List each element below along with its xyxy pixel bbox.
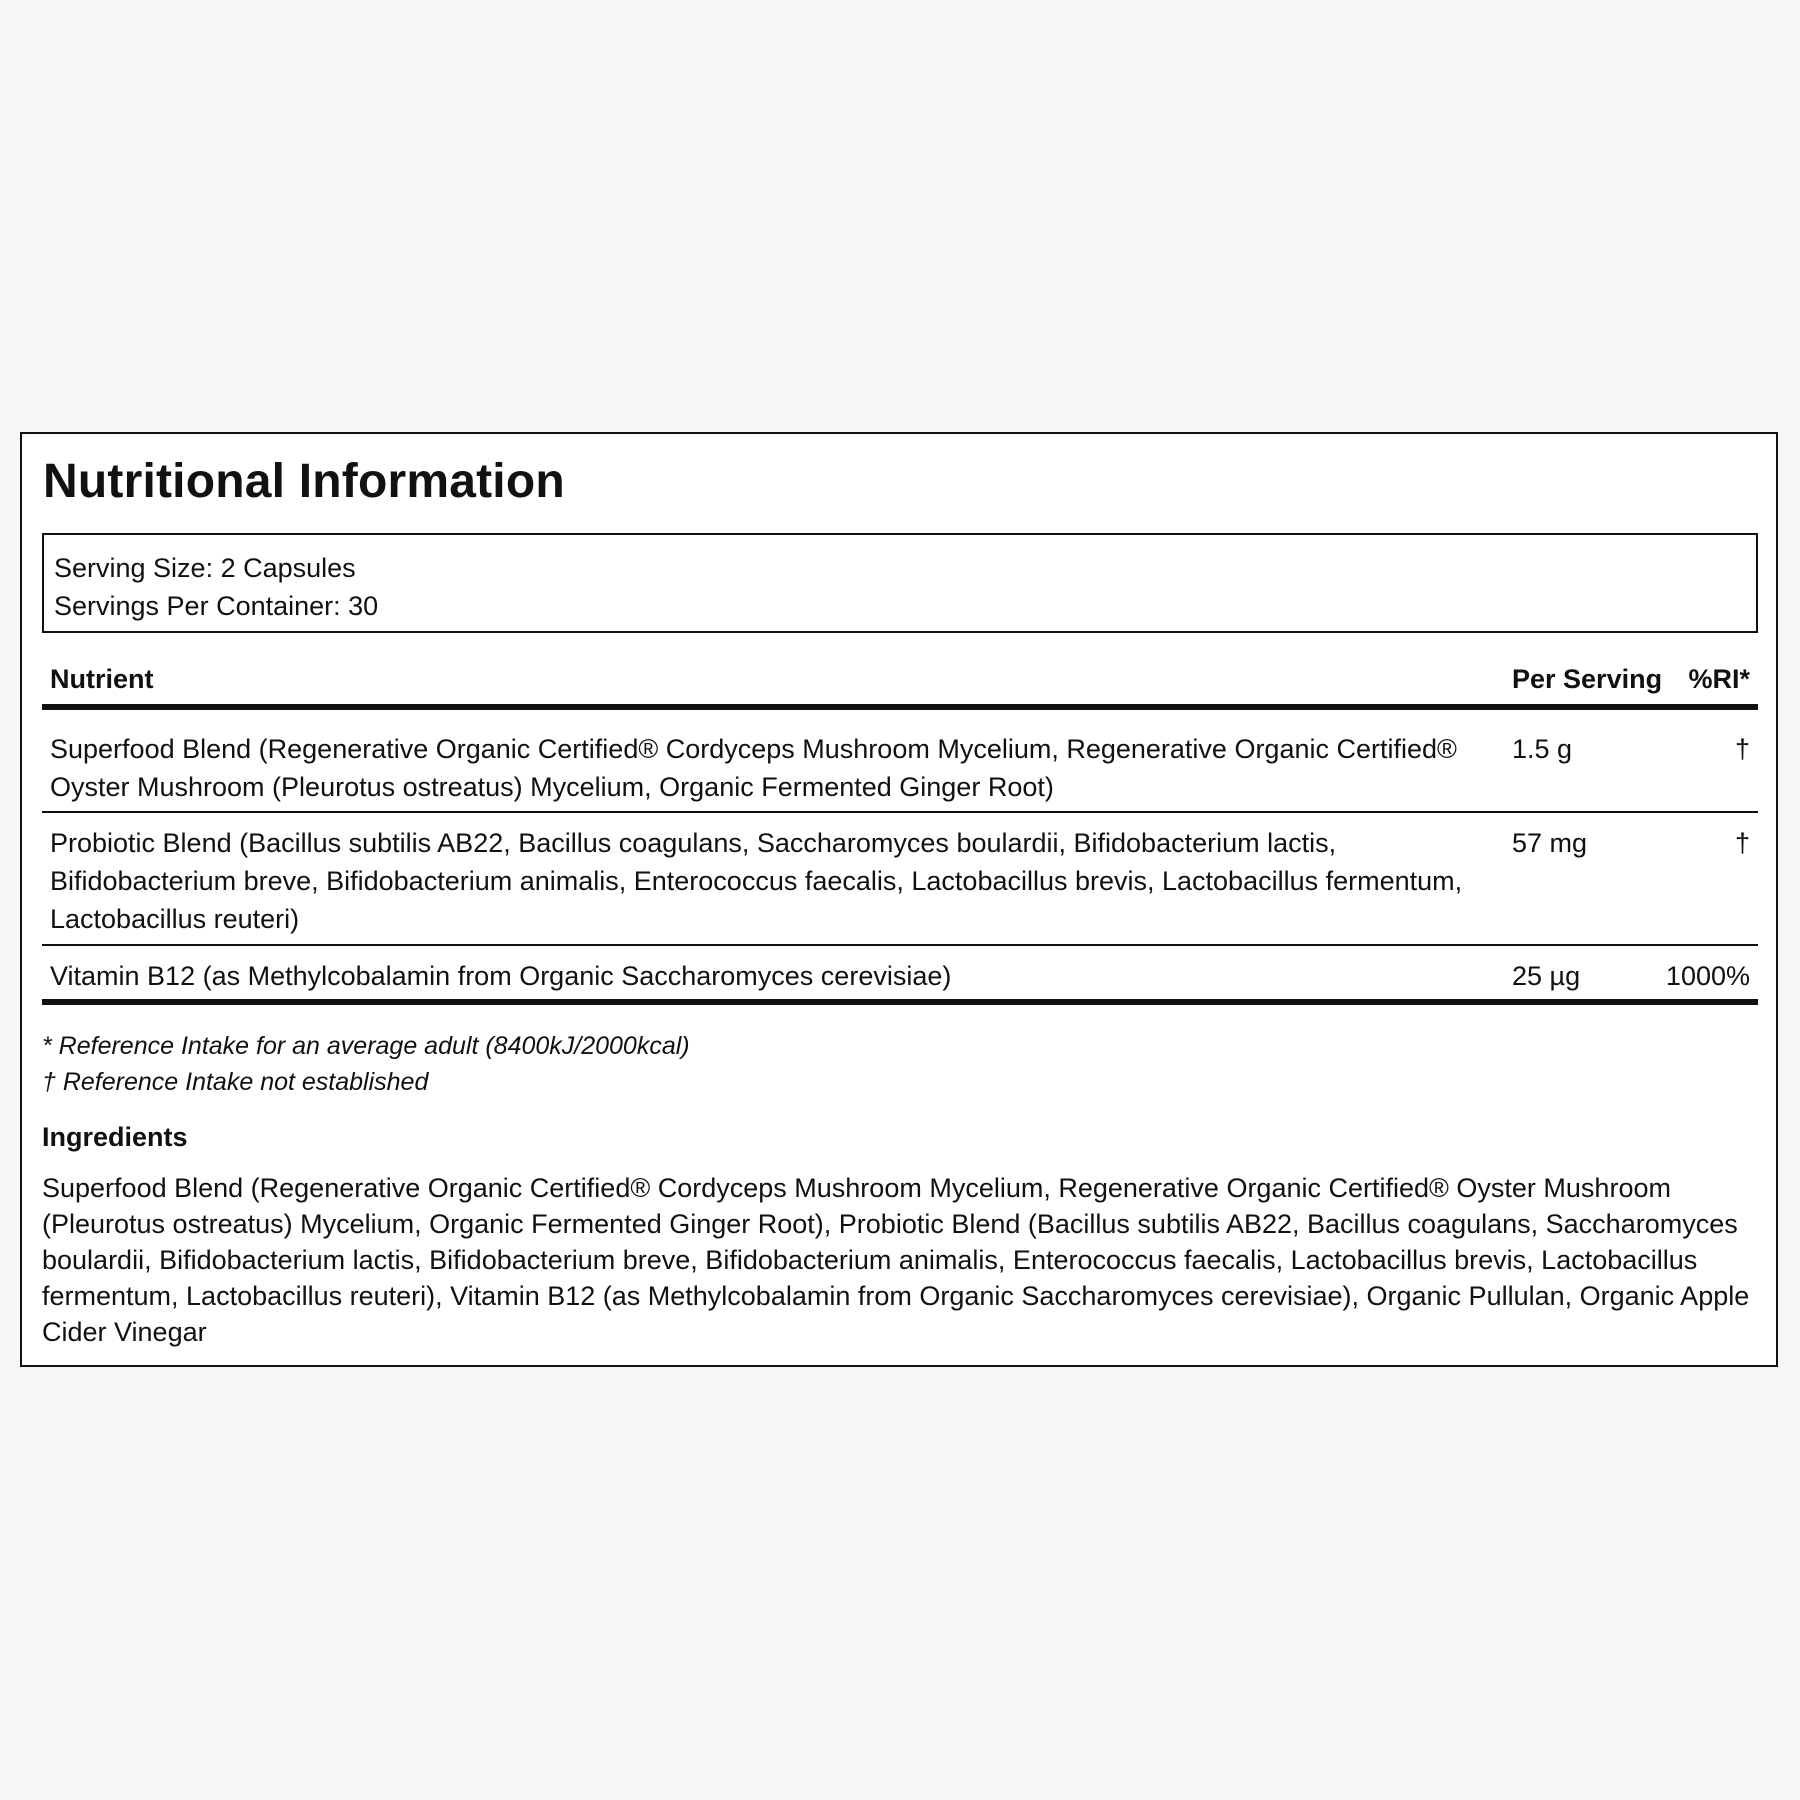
nutrition-panel: [20, 432, 1778, 1367]
ingredients-list: Superfood Blend (Regenerative Organic Certified® Cordyceps Mushroom Mycelium, Regenerative Organic Certified® Oyster Mushroom (Pleurotus ostreatus) Mycelium, Organic Fermented Ginger Root), Probiotic Blend (Bacillus subtilis AB22, Bacillus coagulans, Saccharomyces boulardii, Bifidobacterium lactis, Bifidobacterium breve, Bifidobacterium animalis, Enterococcus faecalis, Lactobacillus brevis, Lactobacillus fermentum, Lactobacillus reuteri), Vitamin B12 (as Methylcobalamin from Organic Saccharomyces cerevisiae), Organic Pullulan, Organic Apple Cider Vinegar: [42, 1173, 1750, 1347]
nutrient-table-header: [42, 660, 1758, 704]
row-divider: [42, 944, 1758, 946]
row-per-serving: 57 mg: [1512, 828, 1588, 858]
header-per-serving: Per Serving: [1512, 664, 1663, 694]
row-nutrient: Probiotic Blend (Bacillus subtilis AB22, Bacillus coagulans, Saccharomyces boulardii, Bifidobacterium lactis, Bifidobacterium breve, Bifidobacterium animalis, Enterococcus faecalis, Lactobacillus brevis, Lactobacillus fermentum, Lactobacillus reuteri): [50, 828, 1463, 934]
ingredients-heading: Ingredients: [42, 1122, 188, 1152]
table-row: [42, 730, 1758, 810]
row-per-serving: 1.5 g: [1512, 734, 1573, 764]
table-row: [42, 824, 1758, 942]
footnote-reference-intake: * Reference Intake for an average adult (8400kJ/2000kcal): [42, 1032, 690, 1060]
header-ri: %RI*: [1688, 664, 1750, 694]
header-nutrient: Nutrient: [50, 664, 154, 694]
row-nutrient: Superfood Blend (Regenerative Organic Certified® Cordyceps Mushroom Mycelium, Regenerative Organic Certified® Oyster Mushroom (Pleurotus ostreatus) Mycelium, Organic Fermented Ginger Root): [50, 734, 1457, 802]
row-ri: †: [1734, 828, 1750, 858]
row-per-serving: 25 µg: [1512, 961, 1581, 991]
servings-per-container: Servings Per Container: 30: [54, 591, 379, 621]
table-bottom-divider: [42, 999, 1758, 1005]
panel-title: Nutritional Information: [43, 455, 565, 508]
table-row: [42, 957, 1758, 997]
row-ri: †: [1734, 734, 1750, 764]
serving-info-box: [42, 533, 1758, 633]
serving-size: Serving Size: 2 Capsules: [54, 553, 356, 583]
footnotes: [42, 1028, 690, 1100]
footnote-not-established: † Reference Intake not established: [42, 1068, 429, 1096]
header-divider: [42, 704, 1758, 710]
row-ri: 1000%: [1665, 961, 1750, 991]
row-nutrient: Vitamin B12 (as Methylcobalamin from Organic Saccharomyces cerevisiae): [50, 961, 952, 991]
row-divider: [42, 811, 1758, 813]
